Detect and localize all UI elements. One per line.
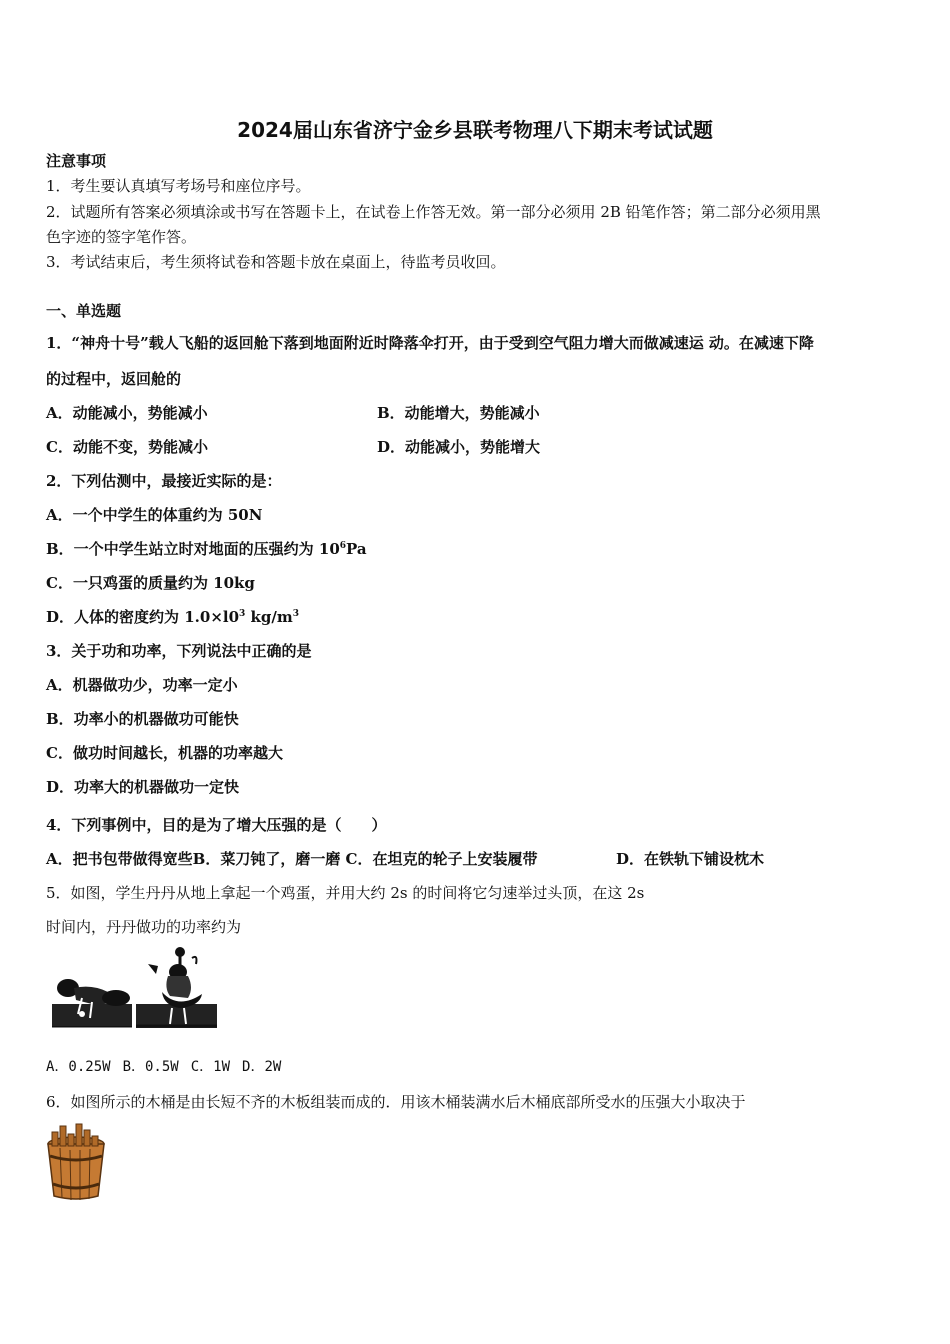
q4-stem (46, 816, 386, 834)
q6-stem: 6．如图所示的木桶是由长短不齐的木板组装而成的．用该木桶装满水后木桶底部所受水的压强大小取决于 (46, 1093, 746, 1111)
q3-option-c: C．做功时间越长，机器的功率越大 (46, 744, 283, 762)
q2-option-d (46, 608, 299, 626)
q1-stem-line1: 1．“神舟十号”载人飞船的返回舱下落到地面附近时降落伞打开，由于受到空气阻力增大而做减速运 动。在减速下降 (46, 334, 814, 352)
notice-item-2: 2．试题所有答案必须填涂或书写在答题卡上，在试卷上作答无效。第一部分必须用 2B 铅笔作答；第二部分必须用黑 (46, 203, 821, 221)
notice-item-3: 3．考试结束后，考生须将试卷和答题卡放在桌面上，待监考员收回。 (46, 253, 506, 271)
q2-option-b (46, 540, 367, 558)
q5-option-d: D．2W (242, 1059, 282, 1075)
q5-option-b: B．0.5W (122, 1059, 179, 1075)
q1-stem-line2: 的过程中，返回舱的 (46, 370, 182, 388)
q4-option-d: D．在铁轨下铺设枕木 (616, 850, 765, 868)
q3-option-d: D．功率大的机器做功一定快 (46, 778, 240, 796)
section-heading: 一、单选题 (46, 302, 122, 320)
exam-title: 2024届山东省济宁金乡县联考物理八下期末考试试题 (237, 118, 713, 142)
q1-option-d: D．动能减小，势能增大 (377, 438, 541, 456)
q2-option-d-unit: kg/m (245, 608, 293, 626)
q4-options-abc: A．把书包带做得宽些B．菜刀钝了，磨一磨 C．在坦克的轮子上安装履带 (46, 850, 538, 868)
notice-item-2-cont: 色字迹的签字笔作答。 (46, 228, 197, 246)
q2-option-a: A．一个中学生的体重约为 50N (46, 506, 263, 524)
q1-option-c: C．动能不变，势能减小 (46, 438, 208, 456)
q1-option-a: A．动能减小，势能减小 (46, 404, 208, 422)
q4-stem-text: 4．下列事例中，目的是为了增大压强的是（ (46, 816, 342, 834)
q3-option-b: B．功率小的机器做功可能快 (46, 710, 239, 728)
q2-stem: 2．下列估测中，最接近实际的是： (46, 472, 282, 490)
q2-option-d-exponent: 3 (239, 609, 246, 619)
q2-option-b-exponent: 6 (339, 541, 347, 551)
q4-stem-close: ） (371, 816, 387, 834)
q5-stem-line2: 时间内，丹丹做功的功率约为 (46, 918, 242, 936)
q2-option-d-unit-exponent: 3 (292, 609, 300, 619)
q5-stem-line1: 5．如图，学生丹丹从地上拿起一个鸡蛋，并用大约 2s 的时间将它匀速举过头顶，在这 2s (46, 884, 645, 902)
q2-option-d-text: D．人体的密度约为 1.0×l0 (46, 608, 240, 626)
q2-option-b-unit: Pa (346, 540, 367, 558)
notice-item-1: 1．考生要认真填写考场号和座位序号。 (46, 177, 311, 195)
q5-options (46, 1058, 293, 1076)
notice-heading: 注意事项 (46, 152, 107, 170)
q2-option-c: C．一只鸡蛋的质量约为 10kg (46, 574, 255, 592)
q3-stem: 3．关于功和功率，下列说法中正确的是 (46, 642, 312, 660)
q5-option-c: C．1W (190, 1059, 231, 1075)
q2-option-b-text: B．一个中学生站立时对地面的压强约为 10 (46, 540, 340, 558)
q5-option-a: A．0.25W (46, 1059, 111, 1075)
q3-option-a: A．机器做功少，功率一定小 (46, 676, 238, 694)
q5-figure-egg-lift (52, 944, 217, 1030)
q6-figure-wooden-bucket (46, 1122, 110, 1202)
q1-option-b: B．动能增大，势能减小 (377, 404, 540, 422)
